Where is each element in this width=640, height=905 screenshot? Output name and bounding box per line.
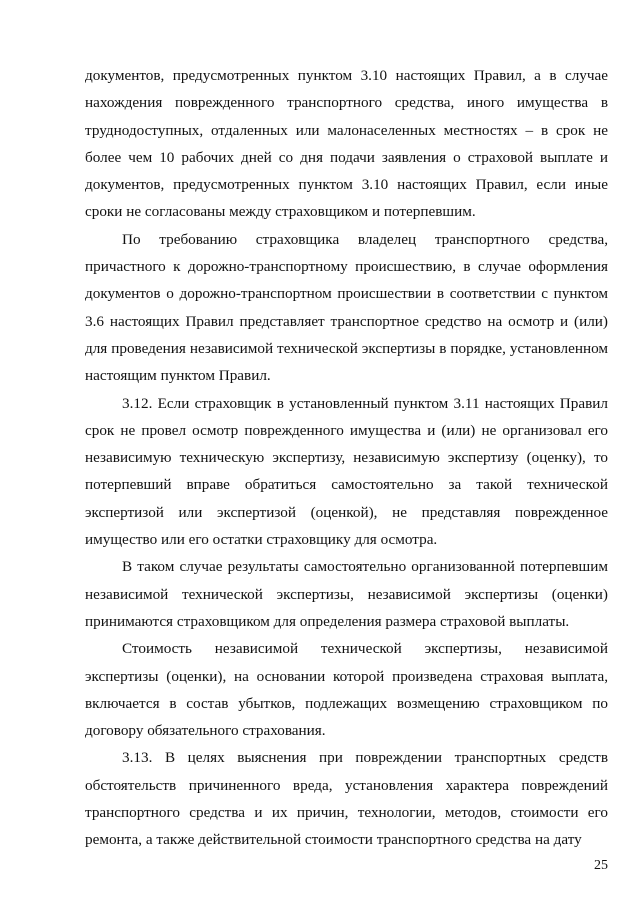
paragraph-expertise-cost: Стоимость независимой технической экспертизы, независимой экспертизы (оценки), на основании которой произведена страховая выплата, включается в состав убытков, подлежащих возмещению страховщиком по договору обязательного страхования.: [85, 640, 608, 740]
paragraph-continuation: документов, предусмотренных пунктом 3.10 настоящих Правил, а в случае нахождения поврежденного транспортного средства, иного имущества в труднодоступных, отдаленных или малонаселенных местностях – в срок не более чем 10 рабочих дней со дня подачи заявления о страховой выплате и документов, предусмотренных пунктом 3.10 настоящих Правил, если иные сроки не согласованы между страховщиком и потерпевшим.: [85, 67, 608, 221]
body-text: [85, 62, 608, 854]
paragraph-3-12: 3.12. Если страховщик в установленный пунктом 3.11 настоящих Правил срок не провел осмотр поврежденного имущества и (или) не организовал его независимую техническую экспертизу, независимую экспертизу (оценку), то потерпевший вправе обратиться самостоятельно за такой технической экспертизой или экспертизой (оценкой), не представляя поврежденное имущество или его остатки страховщику для осмотра.: [85, 394, 608, 549]
page-number: 25: [594, 858, 608, 873]
paragraph-3-13: 3.13. В целях выяснения при повреждении транспортных средств обстоятельств причиненного вреда, установления характера повреждений транспортного средства и их причин, технологии, методов, стоимости его ремонта, а также действительной стоимости транспортного средства на дату: [85, 749, 608, 849]
paragraph-inspection-requirement: По требованию страховщика владелец транспортного средства, причастного к дорожно-транспортному происшествию, в случае оформления документов о дорожно-транспортном происшествии в соответствии с пунктом 3.6 настоящих Правил представляет транспортное средство на осмотр и (или) для проведения независимой технической экспертизы в порядке, установленном настоящим пунктом Правил.: [85, 230, 608, 385]
paragraph-independent-results: В таком случае результаты самостоятельно организованной потерпевшим независимой технической экспертизы, независимой экспертизы (оценки) принимаются страховщиком для определения размера страховой выплаты.: [85, 558, 608, 630]
